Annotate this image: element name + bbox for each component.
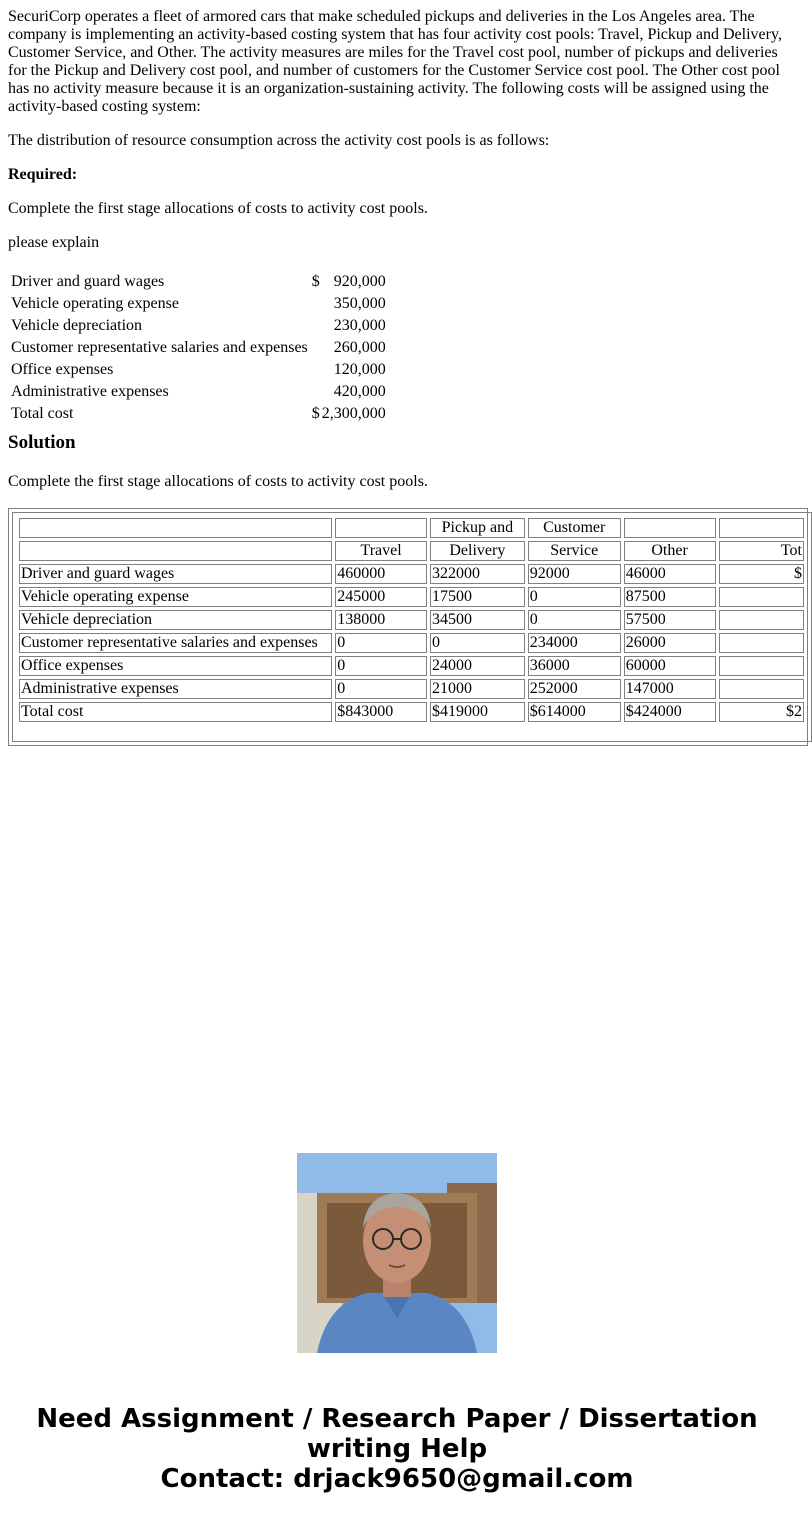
table-cell: 322000 [430,564,525,584]
header-cell: Delivery [430,541,525,561]
allocation-table-frame [8,508,808,746]
table-row [19,633,804,653]
header-cell [719,518,804,538]
cost-amount: 2,300,000 [321,405,386,422]
row-label: Vehicle operating expense [19,587,332,607]
currency-symbol [311,294,320,314]
table-row [19,564,804,584]
table-cell: $2 [719,702,804,722]
currency-symbol: $ [311,273,320,290]
header-cell: Travel [335,541,427,561]
table-cell: 0 [335,656,427,676]
problem-intro: SecuriCorp operates a fleet of armored cars that make scheduled pickups and deliveries in the Los Angeles area. The company is implementing an activity-based costing system that has four activity cost pools: Travel, Pickup and Delivery, Customer Service, and Other. The activity measures are miles for the Travel cost pool, number of pickups and deliveries for the Pickup and Delivery cost pool, and number of customers for the Customer Service cost pool. The Other cost pool has no activity measure because it is an organization-sustaining activity. The following costs will be assigned using the activity-based costing system: [8,8,782,115]
cost-label: Vehicle depreciation [11,317,143,334]
cost-label: Office expenses [11,361,114,378]
cost-amount: 260,000 [333,339,386,356]
table-cell: 36000 [528,656,621,676]
table-row [10,382,387,402]
header-cell [19,518,332,538]
header-cell: Tot [719,541,804,561]
table-cell: 234000 [528,633,621,653]
cost-table [8,270,389,426]
banner-line: writing Help [306,1434,488,1464]
table-row [19,702,804,722]
table-cell: 60000 [624,656,716,676]
table-cell: 0 [335,679,427,699]
contact-line: Contact: drjack9650@gmail.com [160,1464,634,1494]
table-cell: $424000 [624,702,716,722]
table-cell: 87500 [624,587,716,607]
cost-label: Administrative expenses [11,383,169,400]
table-cell [719,587,804,607]
required-label: Required: [8,166,78,183]
table-cell [719,633,804,653]
header-cell: Customer [528,518,621,538]
explain-text: please explain [8,234,100,251]
table-row [10,360,387,380]
table-cell: 57500 [624,610,716,630]
row-label: Total cost [19,702,332,722]
cost-amount: 920,000 [333,273,386,290]
table-cell [719,610,804,630]
help-banner [0,1404,794,1494]
table-cell: 46000 [624,564,716,584]
table-row [10,294,387,314]
solution-task-text: Complete the first stage allocations of costs to activity cost pools. [8,473,428,490]
table-cell: 92000 [528,564,621,584]
row-label: Administrative expenses [19,679,332,699]
currency-symbol [311,360,320,380]
cost-label: Customer representative salaries and expenses [11,339,308,356]
cost-label: Driver and guard wages [11,273,165,290]
table-cell: 0 [430,633,525,653]
row-label: Vehicle depreciation [19,610,332,630]
table-cell: 460000 [335,564,427,584]
table-row [19,679,804,699]
cost-label: Vehicle operating expense [11,295,179,312]
table-cell: 26000 [624,633,716,653]
table-row [19,587,804,607]
table-header-row [19,518,804,538]
header-cell [335,518,427,538]
cost-amount: 230,000 [333,317,386,334]
distribution-text: The distribution of resource consumption across the activity cost pools is as follows: [8,132,550,149]
banner-line: Need Assignment / Research Paper / Dissertation [36,1404,758,1434]
avatar-portrait [297,1153,497,1353]
solution-heading: Solution [8,432,76,453]
table-row [10,404,387,424]
table-cell: 252000 [528,679,621,699]
table-cell: 0 [528,587,621,607]
table-cell: $614000 [528,702,621,722]
row-label: Customer representative salaries and expenses [19,633,332,653]
table-cell [719,679,804,699]
currency-symbol [311,316,320,336]
table-cell [719,656,804,676]
allocation-table [16,515,807,725]
table-header-row [19,541,804,561]
cost-amount: 120,000 [333,361,386,378]
cost-amount: 420,000 [333,383,386,400]
currency-symbol [311,338,320,358]
table-cell: 17500 [430,587,525,607]
table-cell: 34500 [430,610,525,630]
cost-label: Total cost [11,405,74,422]
table-row [10,272,387,292]
table-cell: $419000 [430,702,525,722]
table-row [19,656,804,676]
header-cell [624,518,716,538]
row-label: Office expenses [19,656,332,676]
table-cell: $843000 [335,702,427,722]
author-avatar [297,1153,497,1353]
currency-symbol: $ [311,405,320,422]
table-cell: 24000 [430,656,525,676]
table-cell: 138000 [335,610,427,630]
table-cell: 21000 [430,679,525,699]
header-cell: Service [528,541,621,561]
table-cell: $ [719,564,804,584]
header-cell: Other [624,541,716,561]
table-row [10,338,387,358]
table-row [19,610,804,630]
cost-amount: 350,000 [333,295,386,312]
header-cell: Pickup and [430,518,525,538]
table-cell: 245000 [335,587,427,607]
table-cell: 0 [528,610,621,630]
header-cell [19,541,332,561]
table-cell: 0 [335,633,427,653]
table-row [10,316,387,336]
table-cell: 147000 [624,679,716,699]
row-label: Driver and guard wages [19,564,332,584]
currency-symbol [311,382,320,402]
task-text: Complete the first stage allocations of costs to activity cost pools. [8,200,428,217]
